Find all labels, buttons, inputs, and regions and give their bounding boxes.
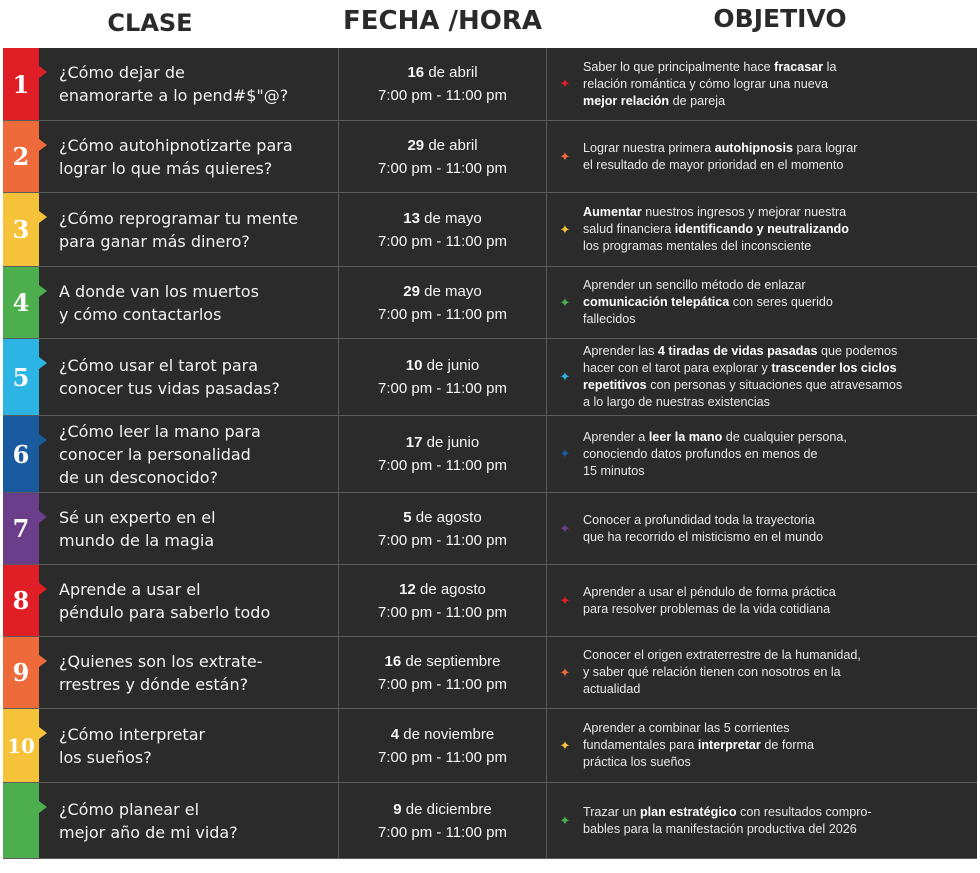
- objective-text: [583, 647, 861, 698]
- time-range: 7:00 pm - 11:00 pm: [378, 87, 507, 104]
- date-month: de junio: [422, 357, 480, 374]
- date: [406, 354, 479, 377]
- date-time: [339, 416, 546, 492]
- date-day: 17: [405, 434, 423, 451]
- date-month: de septiembre: [401, 652, 501, 670]
- column-divider: [546, 193, 547, 266]
- table-row: [3, 416, 977, 493]
- column-divider: [546, 416, 547, 492]
- row-number: 10: [3, 709, 39, 782]
- objective-highlight: repetitivos: [583, 378, 647, 392]
- date-day: 12: [399, 580, 416, 598]
- date-time: [339, 493, 546, 564]
- date: [391, 723, 494, 746]
- objective-text: [583, 429, 847, 480]
- objective: [555, 267, 975, 338]
- objective-segment: y saber qué relación tienen con nosotros en la: [583, 665, 841, 679]
- row-marker-arrow: [39, 727, 47, 739]
- column-divider: [546, 267, 547, 338]
- objective-segment: fallecidos: [583, 312, 636, 326]
- row-marker-arrow: [39, 357, 47, 369]
- row-number: 3: [3, 193, 39, 266]
- sparkle-icon: ✦: [559, 520, 571, 536]
- objective-segment: relación romántica y cómo lograr una nueva: [583, 76, 829, 91]
- objective: [555, 709, 975, 782]
- objective-segment: 15 minutos: [583, 463, 645, 478]
- table-header: [0, 0, 980, 48]
- objective-text: [583, 204, 849, 255]
- objective-text: [583, 343, 902, 411]
- row-number: [3, 783, 39, 858]
- objective-segment: Trazar un: [583, 804, 640, 819]
- row-marker-arrow: [39, 801, 47, 813]
- date-day: 13: [403, 209, 420, 227]
- row-number: 8: [3, 565, 39, 636]
- objective-segment: práctica los sueños: [583, 755, 691, 769]
- class-title: ¿Cómo reprogramar tu mente para ganar más dinero?: [59, 208, 298, 251]
- class-title: Sé un experto en el mundo de la magia: [59, 507, 216, 550]
- column-divider: [546, 709, 547, 782]
- class-title: ¿Cómo dejar de enamorarte a lo pend#$"@?: [59, 63, 289, 105]
- date-time: [339, 267, 546, 338]
- objective: [555, 783, 975, 858]
- objective-highlight: interpretar: [697, 738, 761, 752]
- objective: [555, 121, 975, 192]
- table-row: [3, 48, 977, 121]
- table-row: [3, 709, 977, 783]
- objective-segment: que podemos: [817, 344, 898, 358]
- objective-segment: de cualquier persona,: [722, 429, 847, 444]
- table-row: [3, 339, 977, 416]
- row-number: 1: [3, 48, 39, 120]
- date-month: de mayo: [419, 282, 482, 300]
- row-number: 5: [3, 339, 39, 415]
- objective-segment: a lo largo de nuestras existencias: [583, 395, 770, 409]
- date-day: 4: [390, 725, 400, 743]
- date: [403, 280, 481, 303]
- date: [393, 798, 491, 821]
- date: [407, 134, 477, 157]
- objective-highlight: trascender los ciclos: [771, 361, 897, 375]
- class-title: ¿Cómo interpretar los sueños?: [59, 724, 206, 767]
- objective-segment: la: [823, 59, 837, 74]
- objective-segment: Aprender a usar el péndulo de forma práctica: [583, 584, 836, 599]
- row-marker-arrow: [39, 511, 47, 523]
- time-range: 7:00 pm - 11:00 pm: [378, 531, 507, 549]
- row-number: 9: [3, 637, 39, 708]
- objective-highlight: 4 tiradas de vidas pasadas: [657, 344, 818, 358]
- column-divider: [546, 493, 547, 564]
- sparkle-icon: ✦: [559, 664, 571, 680]
- date-month: de abril: [424, 64, 478, 81]
- objective-segment: nuestros ingresos y mejorar nuestra: [641, 205, 847, 219]
- row-marker-arrow: [39, 211, 47, 223]
- objective-highlight: Aumentar: [583, 205, 642, 219]
- objective-highlight: comunicación telepática: [583, 295, 730, 309]
- objective-segment: Conocer a profundidad toda la trayectoria: [583, 512, 815, 527]
- objective-segment: fundamentales para: [583, 738, 698, 752]
- column-divider: [546, 339, 547, 415]
- row-marker-arrow: [39, 285, 47, 297]
- date-time: [339, 637, 546, 708]
- time-range: 7:00 pm - 11:00 pm: [378, 232, 507, 250]
- date-day: 5: [403, 508, 412, 526]
- objective-text: [583, 804, 872, 838]
- objective: [555, 193, 975, 266]
- sparkle-icon: ✦: [559, 592, 571, 608]
- sparkle-icon: ✦: [559, 76, 571, 91]
- objective-highlight: leer la mano: [648, 429, 723, 444]
- sparkle-icon: ✦: [559, 294, 571, 310]
- time-range: 7:00 pm - 11:00 pm: [378, 380, 507, 397]
- date-day: 29: [407, 136, 425, 154]
- date-time: [339, 783, 546, 858]
- column-divider: [546, 48, 547, 120]
- row-marker-arrow: [39, 139, 47, 151]
- objective-segment: salud financiera: [583, 222, 675, 236]
- schedule-table: [3, 48, 977, 859]
- objective-segment: hacer con el tarot para explorar y: [583, 361, 772, 375]
- sparkle-icon: ✦: [559, 221, 571, 237]
- sparkle-icon: ✦: [559, 737, 571, 753]
- date: [385, 650, 501, 673]
- objective: [555, 339, 975, 415]
- time-range: 7:00 pm - 11:00 pm: [378, 603, 507, 621]
- date-day: 16: [407, 64, 425, 81]
- objective-highlight: fracasar: [774, 59, 824, 74]
- objective-segment: de pareja: [669, 93, 726, 108]
- objective-text: [583, 277, 833, 328]
- time-range: 7:00 pm - 11:00 pm: [378, 823, 507, 841]
- header-clase: CLASE: [107, 9, 193, 37]
- date-month: de noviembre: [399, 725, 495, 743]
- row-marker-arrow: [39, 655, 47, 667]
- sparkle-icon: ✦: [559, 446, 571, 461]
- date-day: 29: [403, 282, 420, 300]
- date-time: [339, 48, 546, 120]
- objective-segment: bables para la manifestación productiva del 2026: [583, 821, 857, 836]
- header-fecha-hora: FECHA /HORA: [342, 6, 543, 36]
- date-month: de agosto: [415, 580, 486, 598]
- objective-highlight: mejor relación: [583, 93, 670, 108]
- table-row: [3, 637, 977, 709]
- date-month: de agosto: [411, 508, 482, 526]
- objective: [555, 565, 975, 636]
- table-row: [3, 121, 977, 193]
- time-range: 7:00 pm - 11:00 pm: [378, 675, 507, 693]
- objective-segment: con seres querido: [729, 295, 833, 309]
- objective-highlight: identificando y neutralizando: [674, 222, 849, 236]
- time-range: 7:00 pm - 11:00 pm: [378, 159, 507, 177]
- objective-highlight: plan estratégico: [639, 804, 737, 819]
- time-range: 7:00 pm - 11:00 pm: [378, 305, 507, 323]
- objective-text: [583, 512, 823, 546]
- objective-segment: el resultado de mayor prioridad en el momento: [583, 157, 844, 172]
- column-divider: [546, 121, 547, 192]
- row-number: 2: [3, 121, 39, 192]
- objective-text: [583, 584, 836, 618]
- objective-segment: Conocer el origen extraterrestre de la humanidad,: [583, 648, 861, 662]
- time-range: 7:00 pm - 11:00 pm: [378, 748, 507, 766]
- objective-text: [583, 720, 814, 771]
- date: [407, 61, 477, 84]
- objective: [555, 493, 975, 564]
- date-day: 16: [384, 652, 402, 670]
- table-row: [3, 565, 977, 637]
- row-number: 7: [3, 493, 39, 564]
- objective-segment: los programas mentales del inconsciente: [583, 239, 812, 253]
- sparkle-icon: ✦: [559, 369, 571, 384]
- date-time: [339, 709, 546, 782]
- row-number: 6: [3, 416, 39, 492]
- objective-segment: conociendo datos profundos en menos de: [583, 446, 818, 461]
- time-range: 7:00 pm - 11:00 pm: [378, 457, 507, 474]
- column-divider: [546, 783, 547, 858]
- objective-segment: para resolver problemas de la vida cotidiana: [583, 601, 831, 616]
- date-time: [339, 339, 546, 415]
- class-title: A donde van los muertos y cómo contactarlos: [59, 281, 259, 324]
- class-title: ¿Cómo usar el tarot para conocer tus vidas pasadas?: [59, 356, 280, 398]
- row-marker-arrow: [39, 434, 47, 446]
- date-month: de mayo: [419, 209, 482, 227]
- date-month: de diciembre: [401, 800, 492, 818]
- objective-highlight: autohipnosis: [714, 140, 793, 155]
- column-divider: [546, 637, 547, 708]
- objective-segment: de forma: [760, 738, 815, 752]
- objective-segment: con resultados compro-: [736, 804, 872, 819]
- date-month: de junio: [422, 434, 480, 451]
- class-title: ¿Cómo leer la mano para conocer la personalidad de un desconocido?: [59, 421, 261, 487]
- row-marker-arrow: [39, 66, 47, 78]
- date: [406, 431, 479, 454]
- class-title: Aprende a usar el péndulo para saberlo todo: [59, 579, 271, 622]
- date: [403, 506, 481, 529]
- class-title: ¿Cómo autohipnotizarte para lograr lo que más quieres?: [59, 135, 293, 178]
- objective: [555, 416, 975, 492]
- objective: [555, 637, 975, 708]
- sparkle-icon: ✦: [559, 812, 571, 828]
- date-time: [339, 193, 546, 266]
- date-month: de abril: [424, 136, 478, 154]
- objective-segment: Aprender las: [583, 344, 658, 358]
- objective-segment: Aprender un sencillo método de enlazar: [583, 278, 806, 292]
- objective-segment: Lograr nuestra primera: [583, 140, 715, 155]
- sparkle-icon: ✦: [559, 148, 571, 164]
- table-row: [3, 267, 977, 339]
- objective-segment: Saber lo que principalmente hace: [583, 59, 775, 74]
- row-number: 4: [3, 267, 39, 338]
- row-marker-arrow: [39, 583, 47, 595]
- objective-text: [583, 140, 857, 174]
- date-day: 10: [405, 357, 423, 374]
- column-divider: [546, 565, 547, 636]
- header-objetivo: OBJETIVO: [713, 4, 847, 33]
- objective-segment: actualidad: [583, 682, 641, 696]
- class-title: ¿Cómo planear el mejor año de mi vida?: [59, 799, 238, 842]
- table-row: [3, 193, 977, 267]
- objective-segment: para lograr: [792, 140, 858, 155]
- objective: [555, 48, 975, 120]
- date: [403, 207, 481, 230]
- date: [399, 578, 486, 601]
- date-time: [339, 121, 546, 192]
- objective-segment: Aprender a: [583, 429, 649, 444]
- date-time: [339, 565, 546, 636]
- objective-segment: con personas y situaciones que atravesamos: [646, 378, 903, 392]
- objective-segment: Aprender a combinar las 5 corrientes: [583, 721, 790, 735]
- table-row: [3, 493, 977, 565]
- objective-segment: que ha recorrido el misticismo en el mundo: [583, 529, 824, 544]
- table-row: [3, 783, 977, 859]
- objective-text: [583, 59, 836, 110]
- date-day: 9: [393, 800, 402, 818]
- class-title: ¿Quienes son los extrate- rrestres y dónde están?: [59, 651, 263, 694]
